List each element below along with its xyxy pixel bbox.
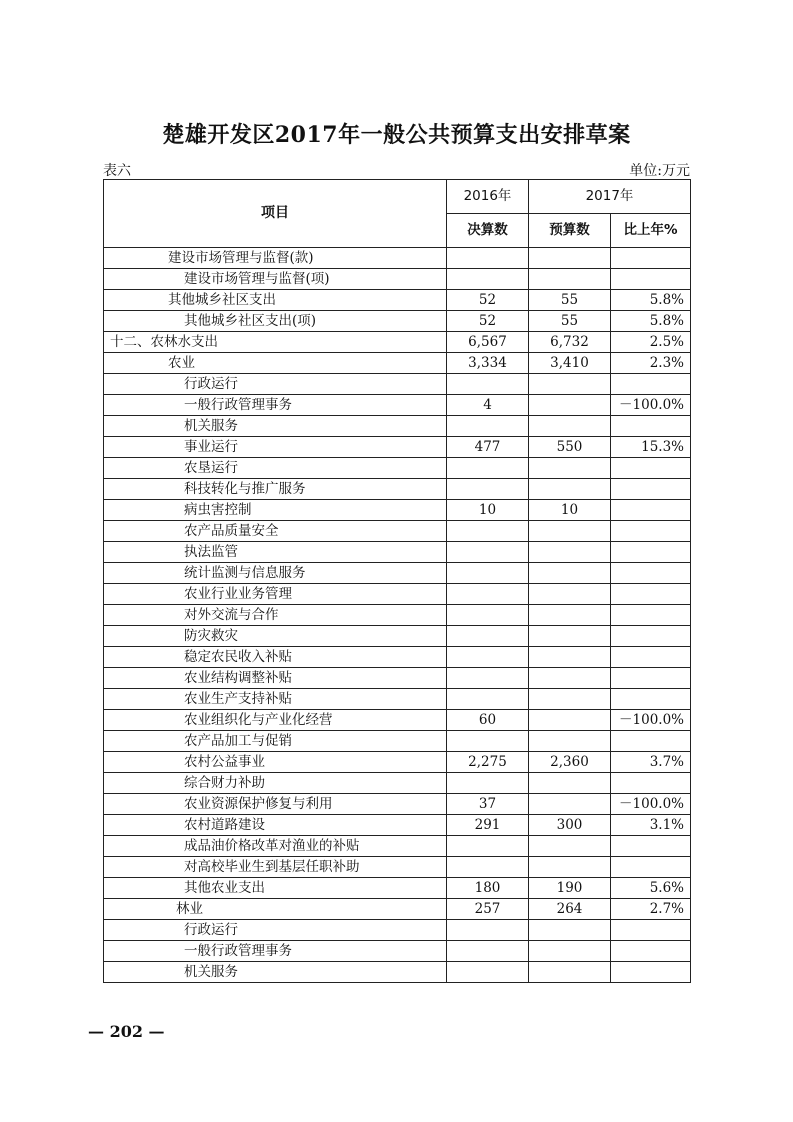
table-row xyxy=(104,815,691,836)
row-item-name: 事业运行 xyxy=(104,437,447,458)
row-actual-2016 xyxy=(447,269,529,290)
row-change-percent: 5.6% xyxy=(611,878,691,899)
row-item-name: 其他农业支出 xyxy=(104,878,447,899)
row-change-percent xyxy=(611,563,691,584)
table-row xyxy=(104,290,691,311)
row-actual-2016: 52 xyxy=(447,311,529,332)
table-row xyxy=(104,899,691,920)
row-actual-2016: 180 xyxy=(447,878,529,899)
row-change-percent xyxy=(611,626,691,647)
row-item-name: 十二、农林水支出 xyxy=(104,332,447,353)
row-actual-2016 xyxy=(447,584,529,605)
row-actual-2016: 4 xyxy=(447,395,529,416)
row-budget-2017 xyxy=(529,395,611,416)
table-row xyxy=(104,416,691,437)
row-item-name: 稳定农民收入补贴 xyxy=(104,647,447,668)
row-budget-2017 xyxy=(529,794,611,815)
row-item-name: 综合财力补助 xyxy=(104,773,447,794)
page-title: 楚雄开发区2017年一般公共预算支出安排草案 xyxy=(162,122,631,148)
row-actual-2016: 10 xyxy=(447,500,529,521)
table-row xyxy=(104,647,691,668)
table-row xyxy=(104,395,691,416)
row-item-name: 林业 xyxy=(104,899,447,920)
row-actual-2016 xyxy=(447,248,529,269)
row-actual-2016 xyxy=(447,416,529,437)
row-item-name: 一般行政管理事务 xyxy=(104,941,447,962)
row-budget-2017 xyxy=(529,458,611,479)
row-change-percent: 15.3% xyxy=(611,437,691,458)
table-row xyxy=(104,458,691,479)
row-budget-2017 xyxy=(529,605,611,626)
table-row xyxy=(104,353,691,374)
row-budget-2017: 10 xyxy=(529,500,611,521)
table-row xyxy=(104,962,691,983)
row-actual-2016: 52 xyxy=(447,290,529,311)
table-row xyxy=(104,563,691,584)
row-change-percent xyxy=(611,668,691,689)
row-actual-2016: 477 xyxy=(447,437,529,458)
row-change-percent: 2.3% xyxy=(611,353,691,374)
row-budget-2017 xyxy=(529,920,611,941)
row-actual-2016 xyxy=(447,374,529,395)
row-actual-2016 xyxy=(447,941,529,962)
row-budget-2017: 6,732 xyxy=(529,332,611,353)
row-item-name: 建设市场管理与监督(款) xyxy=(104,248,447,269)
row-change-percent xyxy=(611,500,691,521)
row-budget-2017 xyxy=(529,710,611,731)
row-budget-2017 xyxy=(529,416,611,437)
table-row xyxy=(104,857,691,878)
row-change-percent xyxy=(611,962,691,983)
row-change-percent: 2.7% xyxy=(611,899,691,920)
header-2016: 2016年 xyxy=(447,180,529,214)
row-actual-2016 xyxy=(447,962,529,983)
row-budget-2017 xyxy=(529,668,611,689)
table-row xyxy=(104,500,691,521)
row-actual-2016 xyxy=(447,857,529,878)
row-change-percent xyxy=(611,836,691,857)
row-budget-2017 xyxy=(529,836,611,857)
table-row xyxy=(104,248,691,269)
row-item-name: 成品油价格改革对渔业的补贴 xyxy=(104,836,447,857)
row-actual-2016 xyxy=(447,836,529,857)
row-change-percent: 2.5% xyxy=(611,332,691,353)
row-item-name: 农业生产支持补贴 xyxy=(104,689,447,710)
table-row xyxy=(104,311,691,332)
row-budget-2017 xyxy=(529,521,611,542)
row-actual-2016 xyxy=(447,647,529,668)
row-budget-2017: 300 xyxy=(529,815,611,836)
row-item-name: 统计监测与信息服务 xyxy=(104,563,447,584)
table-row xyxy=(104,794,691,815)
row-budget-2017: 550 xyxy=(529,437,611,458)
row-change-percent xyxy=(611,374,691,395)
row-change-percent: 5.8% xyxy=(611,290,691,311)
table-row xyxy=(104,710,691,731)
row-item-name: 农业 xyxy=(104,353,447,374)
row-budget-2017 xyxy=(529,962,611,983)
row-actual-2016 xyxy=(447,731,529,752)
row-change-percent xyxy=(611,269,691,290)
table-row xyxy=(104,668,691,689)
row-change-percent xyxy=(611,542,691,563)
row-item-name: 农业组织化与产业化经营 xyxy=(104,710,447,731)
row-budget-2017: 264 xyxy=(529,899,611,920)
row-budget-2017 xyxy=(529,647,611,668)
row-budget-2017: 55 xyxy=(529,290,611,311)
row-item-name: 农垦运行 xyxy=(104,458,447,479)
row-actual-2016 xyxy=(447,521,529,542)
table-row xyxy=(104,542,691,563)
row-change-percent xyxy=(611,647,691,668)
table-row xyxy=(104,773,691,794)
row-change-percent xyxy=(611,941,691,962)
row-budget-2017 xyxy=(529,626,611,647)
row-budget-2017: 3,410 xyxy=(529,353,611,374)
row-item-name: 一般行政管理事务 xyxy=(104,395,447,416)
row-item-name: 农业资源保护修复与利用 xyxy=(104,794,447,815)
table-row xyxy=(104,332,691,353)
row-item-name: 对外交流与合作 xyxy=(104,605,447,626)
row-item-name: 防灾救灾 xyxy=(104,626,447,647)
row-change-percent xyxy=(611,248,691,269)
row-actual-2016 xyxy=(447,479,529,500)
row-change-percent xyxy=(611,479,691,500)
row-budget-2017 xyxy=(529,563,611,584)
page-number: — 202 — xyxy=(88,1022,165,1041)
row-item-name: 农产品质量安全 xyxy=(104,521,447,542)
table-row xyxy=(104,689,691,710)
row-change-percent: 3.1% xyxy=(611,815,691,836)
row-actual-2016: 291 xyxy=(447,815,529,836)
row-item-name: 机关服务 xyxy=(104,962,447,983)
table-row xyxy=(104,605,691,626)
table-row xyxy=(104,836,691,857)
row-actual-2016: 60 xyxy=(447,710,529,731)
header-item: 项目 xyxy=(104,180,447,248)
row-budget-2017 xyxy=(529,269,611,290)
row-change-percent: －100.0% xyxy=(611,710,691,731)
header-budget: 预算数 xyxy=(529,214,611,248)
unit-label: 单位:万元 xyxy=(629,163,690,179)
row-change-percent xyxy=(611,521,691,542)
row-budget-2017 xyxy=(529,731,611,752)
row-item-name: 农村公益事业 xyxy=(104,752,447,773)
table-row xyxy=(104,479,691,500)
table-row xyxy=(104,626,691,647)
row-item-name: 对高校毕业生到基层任职补助 xyxy=(104,857,447,878)
row-actual-2016: 6,567 xyxy=(447,332,529,353)
row-actual-2016 xyxy=(447,542,529,563)
row-item-name: 其他城乡社区支出(项) xyxy=(104,311,447,332)
row-budget-2017: 55 xyxy=(529,311,611,332)
row-actual-2016: 2,275 xyxy=(447,752,529,773)
row-actual-2016 xyxy=(447,626,529,647)
table-row xyxy=(104,437,691,458)
row-item-name: 农业结构调整补贴 xyxy=(104,668,447,689)
row-item-name: 建设市场管理与监督(项) xyxy=(104,269,447,290)
row-budget-2017: 2,360 xyxy=(529,752,611,773)
row-change-percent xyxy=(611,689,691,710)
table-row xyxy=(104,920,691,941)
table-row xyxy=(104,374,691,395)
row-actual-2016: 257 xyxy=(447,899,529,920)
row-change-percent: 3.7% xyxy=(611,752,691,773)
row-actual-2016 xyxy=(447,605,529,626)
table-row xyxy=(104,752,691,773)
row-budget-2017: 190 xyxy=(529,878,611,899)
row-change-percent xyxy=(611,584,691,605)
table-row xyxy=(104,941,691,962)
row-budget-2017 xyxy=(529,479,611,500)
row-budget-2017 xyxy=(529,542,611,563)
row-change-percent xyxy=(611,857,691,878)
row-budget-2017 xyxy=(529,374,611,395)
row-change-percent xyxy=(611,920,691,941)
row-item-name: 执法监管 xyxy=(104,542,447,563)
header-actual: 决算数 xyxy=(447,214,529,248)
row-actual-2016 xyxy=(447,563,529,584)
row-item-name: 机关服务 xyxy=(104,416,447,437)
table-body xyxy=(104,248,691,983)
row-actual-2016 xyxy=(447,920,529,941)
table-row xyxy=(104,584,691,605)
row-actual-2016 xyxy=(447,668,529,689)
row-budget-2017 xyxy=(529,689,611,710)
table-label: 表六 xyxy=(103,163,131,179)
row-budget-2017 xyxy=(529,857,611,878)
row-item-name: 其他城乡社区支出 xyxy=(104,290,447,311)
budget-table xyxy=(103,179,691,983)
row-actual-2016: 37 xyxy=(447,794,529,815)
row-change-percent xyxy=(611,458,691,479)
row-item-name: 病虫害控制 xyxy=(104,500,447,521)
table-row xyxy=(104,731,691,752)
table-header xyxy=(104,180,691,248)
row-budget-2017 xyxy=(529,584,611,605)
row-change-percent xyxy=(611,731,691,752)
table-row xyxy=(104,521,691,542)
row-change-percent xyxy=(611,773,691,794)
table-row xyxy=(104,269,691,290)
row-item-name: 农业行业业务管理 xyxy=(104,584,447,605)
row-change-percent: －100.0% xyxy=(611,794,691,815)
row-item-name: 行政运行 xyxy=(104,920,447,941)
row-change-percent: －100.0% xyxy=(611,395,691,416)
row-budget-2017 xyxy=(529,773,611,794)
row-change-percent xyxy=(611,605,691,626)
row-change-percent xyxy=(611,416,691,437)
row-item-name: 科技转化与推广服务 xyxy=(104,479,447,500)
header-2017: 2017年 xyxy=(529,180,691,214)
row-budget-2017 xyxy=(529,248,611,269)
row-item-name: 农村道路建设 xyxy=(104,815,447,836)
table-row xyxy=(104,878,691,899)
row-actual-2016 xyxy=(447,689,529,710)
header-change: 比上年% xyxy=(611,214,691,248)
row-actual-2016 xyxy=(447,773,529,794)
row-actual-2016: 3,334 xyxy=(447,353,529,374)
row-actual-2016 xyxy=(447,458,529,479)
row-budget-2017 xyxy=(529,941,611,962)
row-item-name: 行政运行 xyxy=(104,374,447,395)
row-item-name: 农产品加工与促销 xyxy=(104,731,447,752)
row-change-percent: 5.8% xyxy=(611,311,691,332)
